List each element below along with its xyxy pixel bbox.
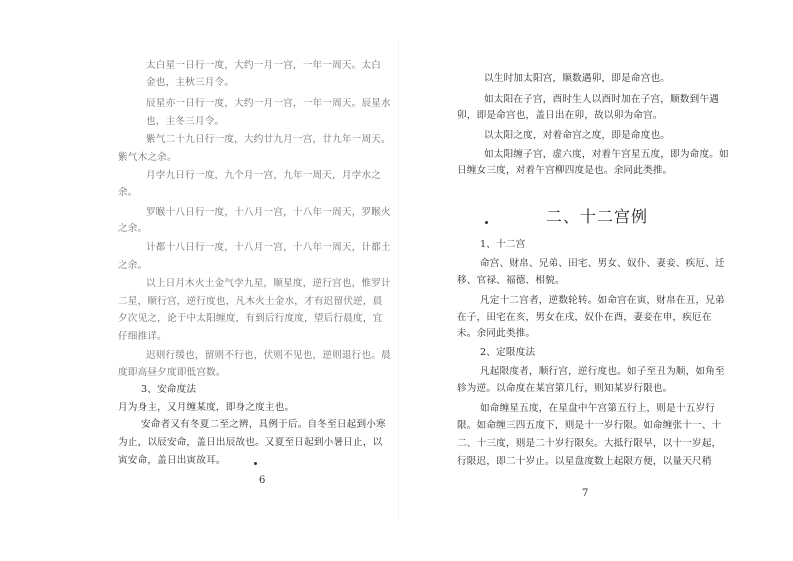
- text-line: 之余。: [118, 223, 148, 234]
- text-line: 卯，即是命宫也，盖日出在卯，故以卯为命宫。: [457, 110, 663, 121]
- right-page: [400, 0, 793, 561]
- text-line: 移、官禄、福德、相貌。: [457, 275, 565, 286]
- chapter-heading: 二、十二宫例: [546, 207, 649, 226]
- text-line: 为止，以辰安命，盖日出辰故也。又夏至日起到小暑日止，以: [118, 437, 383, 448]
- text-line: 二、十三度，则是二十岁行限矣。大抵行限早，以十一岁起，: [457, 438, 722, 449]
- text-line: 轸为逆。以命度在某宫第几行，则知某岁行限也。: [457, 383, 673, 394]
- text-line: 以上日月木火土金气孛九星，顺星度，逆行宫也，惟罗计: [146, 278, 391, 289]
- text-line: 以太阳之度，对着命宫之度，即是命度也。: [484, 130, 671, 141]
- text-line: 之余。: [118, 260, 148, 271]
- text-line: 二星，顺行宫，逆行度也，凡木火土金水，才有迟留伏逆，晨: [118, 296, 383, 307]
- text-line: 金也，主秋三月令。: [146, 77, 235, 88]
- text-line: 在子，田宅在亥，男女在戌，奴仆在酉，妻妾在申，疾厄在: [457, 312, 712, 323]
- ink-speck: [254, 462, 257, 465]
- text-line: 太白星一日行一度，大约一月一宫，一年一周天。太白: [146, 60, 382, 71]
- text-line: 计都十八日行一度，十八月一宫，十八年一周天，计都土: [146, 242, 391, 253]
- text-line: 凡起限度者，顺行宫，逆行度也。如子至丑为顺，如角至: [480, 366, 725, 377]
- page-number: 6: [259, 475, 266, 486]
- text-line: 也，主冬三月令。: [146, 116, 225, 127]
- text-line: 安命者又有冬夏二至之辨，具例于后。自冬至日起到小寒: [141, 419, 386, 430]
- text-line: 月为身主，又月缠某度，即身之度主也。: [118, 402, 295, 413]
- text-line: 凡定十二宫者，逆数轮转。如命宫在寅，财帛在丑，兄弟: [480, 295, 725, 306]
- text-line: 未。余同此类推。: [457, 328, 536, 339]
- text-line: 月孛九日行一度，九个月一宫，九年一周天，月孛水之: [146, 170, 382, 181]
- text-line: 限。如命缠三四五度下，则是十一岁行限。如命缠张十一、十: [457, 420, 722, 431]
- text-line: 寅安命，盖日出寅故耳。: [118, 455, 226, 466]
- section-subheading: 1、十二宫: [480, 239, 526, 250]
- text-line: 罗睺十八日行一度，十八月一宫，十八年一周天，罗睺火: [146, 207, 391, 218]
- text-line: 辰星亦一日行一度，大约一月一宫，一年一周天。辰星水: [146, 98, 391, 109]
- text-line: 度即高昼夕度即低宫数。: [118, 367, 226, 378]
- ink-speck: [485, 221, 488, 224]
- section-subheading: 3、安命度法: [141, 384, 197, 395]
- text-line: 以生时加太阳宫，顺数遇卯，即是命宫也。: [484, 73, 671, 84]
- text-line: 如太阳缠子宫，虚六度，对着午宫星五度，即为命度。如: [484, 149, 729, 160]
- text-line: 紫气木之余。: [118, 152, 177, 163]
- text-line: 行限迟，即二十岁止。以星盘度数上起限方便，以量天尺稍: [457, 456, 712, 467]
- text-line: 日缠女三度，对着午宫柳四度是也。余同此类推。: [457, 165, 673, 176]
- text-line: 夕次见之，论于中太阳缠度，有到后行度度，望后行晨度，宜: [118, 313, 383, 324]
- text-line: 命宫、财帛、兄弟、田宅、男女、奴仆、妻妾、疾厄、迁: [480, 258, 725, 269]
- text-line: 如命缠星五度，在星盘中午宫第五行上，则是十五岁行: [480, 403, 716, 414]
- text-line: 仔细推详。: [118, 331, 167, 342]
- text-line: 迟则行缓也，留则不行也，伏则不见也，逆则退行也。晨: [146, 350, 391, 361]
- text-line: 余。: [118, 187, 138, 198]
- page-number: 7: [582, 488, 589, 499]
- text-line: 紫气二十九日行一度，大约廿九月一宫，廿九年一周天。: [146, 134, 391, 145]
- section-subheading: 2、定限度法: [480, 347, 536, 358]
- text-line: 如太阳在子宫，酉时生人以酉时加在子宫，顺数到午遇: [484, 94, 720, 105]
